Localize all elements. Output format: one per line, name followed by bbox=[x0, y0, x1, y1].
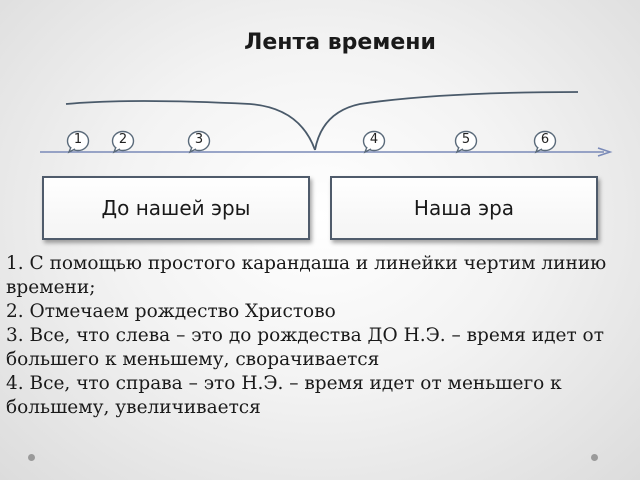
era-box-ad: Наша эра bbox=[330, 176, 598, 240]
timeline-marker-2 bbox=[111, 130, 135, 152]
step-item: 4. Все, что справа – это Н.Э. – время идет от меньшего к большему, увеличивается bbox=[6, 373, 562, 418]
nav-dot-right bbox=[591, 454, 598, 461]
marker-label: 3 bbox=[194, 132, 204, 147]
timeline-marker-4 bbox=[362, 130, 386, 152]
step-item: 2. Отмечаем рождество Христово bbox=[6, 301, 336, 322]
page-title: Лента времени bbox=[244, 30, 436, 55]
steps-list bbox=[6, 252, 636, 420]
timeline-marker-6 bbox=[533, 130, 557, 152]
nav-dot-left bbox=[28, 454, 35, 461]
marker-label: 4 bbox=[369, 132, 379, 147]
marker-label: 2 bbox=[118, 132, 128, 147]
era-box-bc: До нашей эры bbox=[42, 176, 310, 240]
marker-label: 6 bbox=[540, 132, 550, 147]
step-item: 3. Все, что слева – это до рождества ДО Н.Э. – время идет от большего к меньшему, сворачивается bbox=[6, 325, 604, 370]
marker-label: 5 bbox=[461, 132, 471, 147]
marker-label: 1 bbox=[73, 132, 83, 147]
timeline-marker-1 bbox=[66, 130, 90, 152]
timeline-marker-5 bbox=[454, 130, 478, 152]
timeline-marker-3 bbox=[187, 130, 211, 152]
step-item: 1. С помощью простого карандаша и линейки чертим линию времени; bbox=[6, 253, 607, 298]
